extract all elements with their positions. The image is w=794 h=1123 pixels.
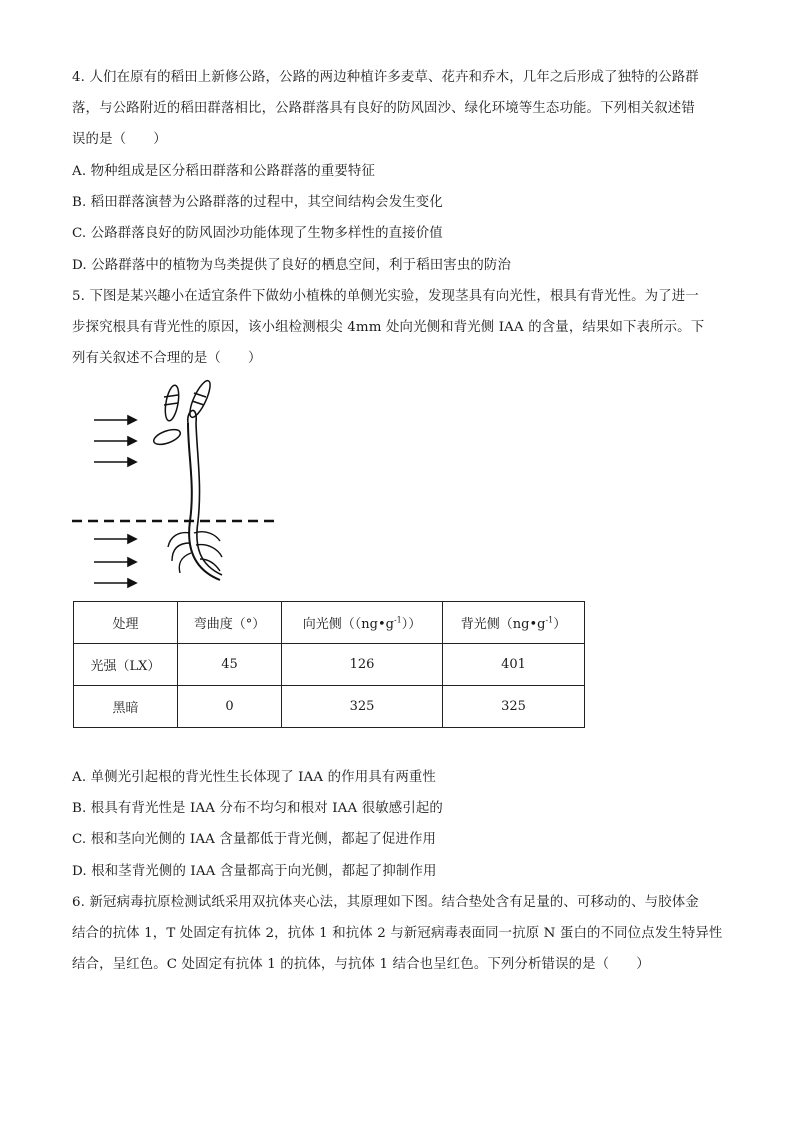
q4-stem-line-2: 落，与公路附近的稻田群落相比，公路群落具有良好的防风固沙、绿化环境等生态功能。下列相关叙述错	[72, 101, 695, 116]
q5-stem-line-1: 5. 下图是某兴趣小在适宜条件下做幼小植株的单侧光实验，发现茎具有向光性，根具有背光性。为了进一	[72, 289, 699, 304]
light-arrows-upper	[94, 416, 136, 466]
q4-option-c: C. 公路群落良好的防风固沙功能体现了生物多样性的直接价值	[72, 226, 443, 241]
q5-stem-line-2: 步探究根具有背光性的原因，该小组检测根尖 4mm 处向光侧和背光侧 IAA 的含量，结果如下表所示。下	[72, 320, 705, 335]
q6-stem-line-1: 6. 新冠病毒抗原检测试纸采用双抗体夹心法，其原理如下图。结合垫处含有足量的、可移动的、与胶体金	[72, 895, 699, 910]
table-cell: 45	[178, 644, 282, 686]
light-arrows-lower	[94, 535, 136, 587]
table-header-cell: 背光侧$(ng•g^{-1})$	[443, 602, 585, 644]
q4-option-b: B. 稻田群落演替为公路群落的过程中，其空间结构会发生变化	[72, 195, 443, 210]
table-header-cell: 处理	[74, 602, 178, 644]
q4-stem-line-3: 误的是（ ）	[72, 132, 167, 147]
iaa-data-table	[73, 601, 585, 728]
table-cell: 黑暗	[74, 686, 178, 728]
table-cell: 325	[282, 686, 443, 728]
plant-stem	[188, 423, 220, 580]
q5-option-a: A. 单侧光引起根的背光性生长体现了 IAA 的作用具有两重性	[72, 770, 436, 785]
q5-stem-line-3: 列有关叙述不合理的是（ ）	[72, 351, 262, 366]
q5-option-d: D. 根和茎背光侧的 IAA 含量都高于向光侧，都起了抑制作用	[72, 864, 437, 879]
q6-stem-line-3: 结合，呈红色。C 处固定有抗体 1 的抗体，与抗体 1 结合也呈红色。下列分析错误的是（ ）	[72, 957, 650, 972]
q4-option-a: A. 物种组成是区分稻田群落和公路群落的重要特征	[72, 164, 375, 179]
table-row	[74, 686, 585, 728]
q5-option-c: C. 根和茎向光侧的 IAA 含量都低于背光侧，都起了促进作用	[72, 832, 437, 847]
table-header-cell: 弯曲度（°）	[178, 602, 282, 644]
table-cell: 126	[282, 644, 443, 686]
q4-option-d: D. 公路群落中的植物为鸟类提供了良好的栖息空间，利于稻田害虫的防治	[72, 258, 511, 273]
plant-leaves	[152, 378, 214, 447]
table-header-cell: 向光侧$((ng•g^{-1}))$	[282, 602, 443, 644]
q5-option-b: B. 根具有背光性是 IAA 分布不均匀和根对 IAA 很敏感引起的	[72, 801, 443, 816]
table-cell: 0	[178, 686, 282, 728]
plant-roots	[168, 532, 222, 573]
table-cell: 光强（LX）	[74, 644, 178, 686]
q4-stem-line-1: 4. 人们在原有的稻田上新修公路，公路的两边种植许多麦草、花卉和乔木，几年之后形成了独特的公路群	[72, 70, 699, 85]
table-header-row	[74, 602, 585, 644]
table-row	[74, 644, 585, 686]
table-cell: 401	[443, 644, 585, 686]
q6-stem-line-2: 结合的抗体 1，T 处固定有抗体 2，抗体 1 和抗体 2 与新冠病毒表面同一抗原 N 蛋白的不同位点发生特异性	[72, 926, 723, 941]
plant-light-experiment-figure	[60, 375, 290, 595]
table-cell: 325	[443, 686, 585, 728]
